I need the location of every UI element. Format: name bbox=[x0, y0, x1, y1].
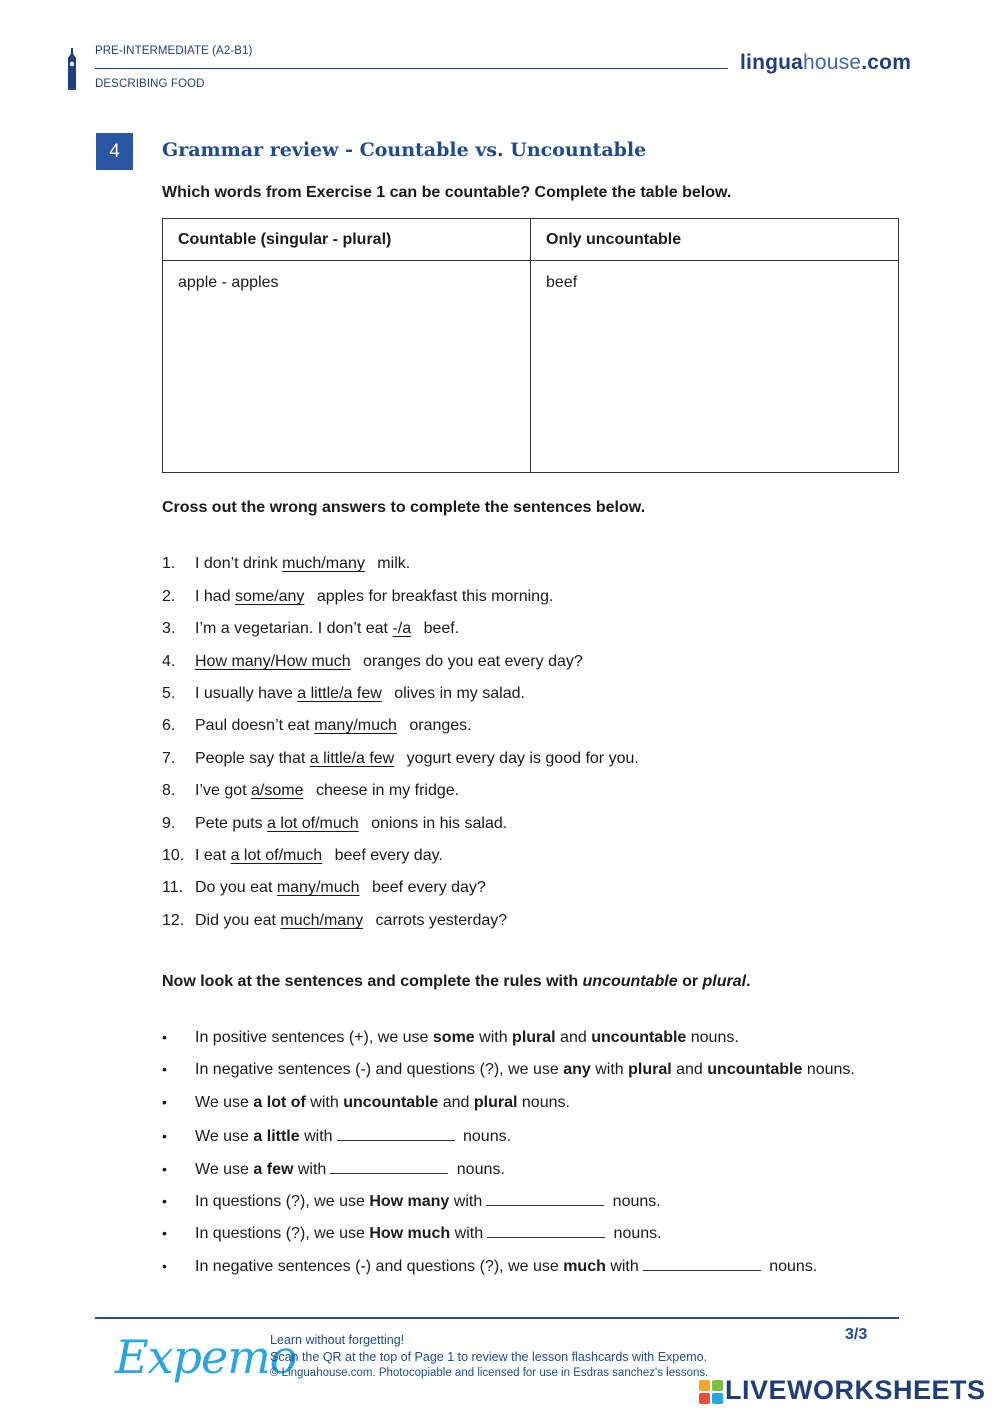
list-item: 4. How many/How much oranges do you eat every day? bbox=[162, 653, 583, 670]
rule-item: • We use a little with nouns. bbox=[162, 1128, 512, 1145]
answer-option[interactable]: many/much bbox=[314, 717, 397, 734]
answer-option[interactable]: a/some bbox=[251, 782, 304, 799]
list-item: 7. People say that a little/a few yogurt every day is good for you. bbox=[162, 750, 639, 767]
col-header-uncountable: Only uncountable bbox=[546, 231, 682, 248]
answer-option[interactable]: -/a bbox=[392, 620, 412, 637]
answer-blank[interactable] bbox=[486, 1191, 604, 1206]
cross-out-instruction: Cross out the wrong answers to complete the sentences below. bbox=[162, 499, 646, 516]
rule-item: • In questions (?), we use How much with nouns. bbox=[162, 1225, 662, 1242]
section-number: 4 bbox=[96, 133, 133, 170]
header-divider bbox=[95, 68, 728, 69]
answer-blank[interactable] bbox=[337, 1126, 455, 1141]
rule-item: • We use a lot of with uncountable and plural nouns. bbox=[162, 1094, 570, 1111]
rule-item: • In negative sentences (-) and questions (?), we use any with plural and uncountable nouns. bbox=[162, 1061, 855, 1078]
footer-copyright: © Linguahouse.com. Photocopiable and licensed for use in Esdras sanchez's lessons. bbox=[270, 1367, 709, 1379]
answer-blank[interactable] bbox=[330, 1159, 448, 1174]
list-item: 11. Do you eat many/much beef every day? bbox=[162, 879, 486, 896]
expemo-logo[interactable]: Expemo bbox=[115, 1330, 297, 1384]
list-item: 10. I eat a lot of/much beef every day. bbox=[162, 847, 443, 864]
rules-instruction: Now look at the sentences and complete the rules with uncountable or plural. bbox=[162, 973, 751, 990]
countable-cell[interactable]: apple - apples bbox=[178, 274, 279, 291]
list-item: 3. I’m a vegetarian. I don’t eat -/a beef. bbox=[162, 620, 460, 637]
rule-item: • In negative sentences (-) and questions (?), we use much with nouns. bbox=[162, 1258, 818, 1275]
topic-label: DESCRIBING FOOD bbox=[95, 78, 205, 90]
col-header-countable: Countable (singular - plural) bbox=[178, 231, 392, 248]
answer-option[interactable]: much/many bbox=[280, 912, 364, 929]
table-instruction: Which words from Exercise 1 can be countable? Complete the table below. bbox=[162, 184, 732, 201]
page-number: 3/3 bbox=[845, 1326, 868, 1343]
list-item: 6. Paul doesn’t eat many/much oranges. bbox=[162, 717, 472, 734]
answer-option[interactable]: much/many bbox=[282, 555, 365, 572]
answer-option[interactable]: a little/a few bbox=[297, 685, 382, 702]
big-ben-icon bbox=[66, 48, 78, 90]
answer-option[interactable]: many/much bbox=[276, 879, 360, 896]
section-title: Grammar review - Countable vs. Uncountable bbox=[162, 139, 647, 161]
list-item: 1. I don’t drink much/many milk. bbox=[162, 555, 411, 572]
table-column-divider bbox=[530, 219, 531, 472]
list-item: 9. Pete puts a lot of/much onions in his salad. bbox=[162, 815, 508, 832]
footer-tagline: Learn without forgetting! bbox=[270, 1333, 405, 1347]
rule-item: • In positive sentences (+), we use some with plural and uncountable nouns. bbox=[162, 1029, 739, 1046]
answer-option[interactable]: How many/How much bbox=[195, 653, 351, 670]
countable-table bbox=[162, 218, 899, 473]
rule-item: • In questions (?), we use How many with nouns. bbox=[162, 1193, 661, 1210]
answer-option[interactable]: a lot of/much bbox=[230, 847, 323, 864]
list-item: 5. I usually have a little/a few olives in my salad. bbox=[162, 685, 525, 702]
footer-divider bbox=[95, 1317, 899, 1319]
answer-option[interactable]: a lot of/much bbox=[267, 815, 359, 832]
liveworksheets-watermark: LIVEWORKSHEETS bbox=[725, 1375, 986, 1405]
linguahouse-logo[interactable]: linguahouse.com bbox=[740, 51, 912, 74]
answer-blank[interactable] bbox=[643, 1256, 761, 1271]
answer-option[interactable]: some/any bbox=[235, 588, 305, 605]
liveworksheets-icon bbox=[699, 1380, 723, 1404]
list-item: 2. I had some/any apples for breakfast this morning. bbox=[162, 588, 554, 605]
answer-blank[interactable] bbox=[487, 1223, 605, 1238]
footer-qr-note: Scan the QR at the top of Page 1 to review the lesson flashcards with Expemo. bbox=[270, 1350, 708, 1364]
uncountable-cell[interactable]: beef bbox=[546, 274, 578, 291]
rule-item: • We use a few with nouns. bbox=[162, 1161, 505, 1178]
level-label: PRE-INTERMEDIATE (A2-B1) bbox=[95, 45, 253, 57]
answer-option[interactable]: a little/a few bbox=[309, 750, 395, 767]
list-item: 8. I’ve got a/some cheese in my fridge. bbox=[162, 782, 460, 799]
list-item: 12. Did you eat much/many carrots yesterday? bbox=[162, 912, 508, 929]
